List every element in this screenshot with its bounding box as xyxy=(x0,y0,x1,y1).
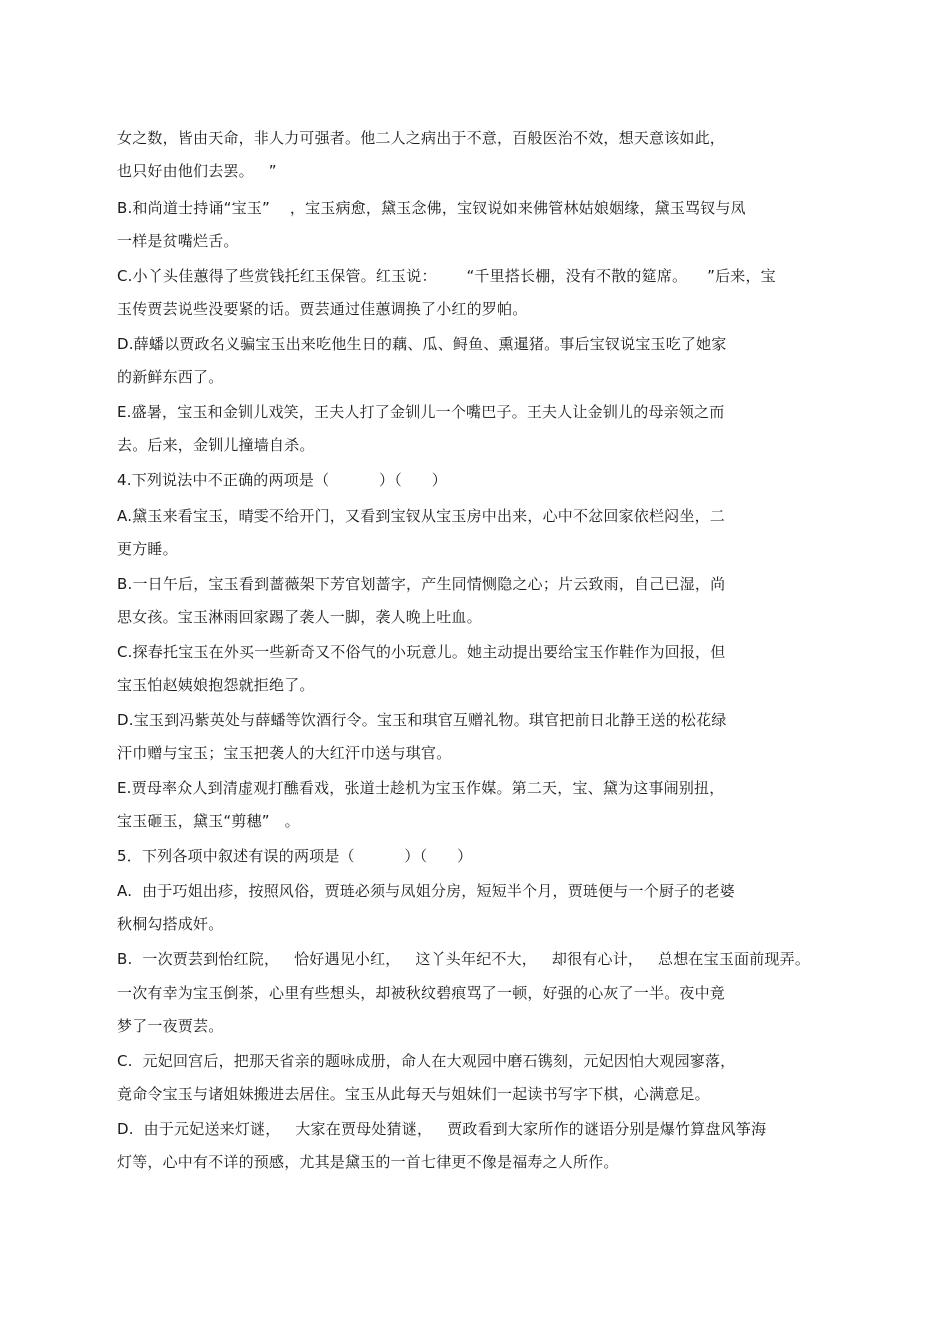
text-line: 灯等，心中有不详的预感，尤其是黛玉的一首七律更不像是福寿之人所作。 xyxy=(117,1153,619,1171)
text-line: 宝玉砸玉，黛玉“剪穗” 。 xyxy=(117,812,300,830)
text-line: 也只好由他们去罢。 ” xyxy=(117,162,277,180)
question-5-heading: 5．下列各项中叙述有误的两项是（ ）（ ） xyxy=(117,847,473,865)
option-b-line: B. 一次贾芸到怡红院， 恰好遇见小红， 这丫头年纪不大， 却很有心计， 总想在宝玉面前现弄。 xyxy=(117,950,811,968)
text-line: 竟命令宝玉与诸姐妹搬进去居住。宝玉从此每天与姐妹们一起读书写字下棋，心满意足。 xyxy=(117,1085,710,1103)
option-c-line: C.小丫头佳蕙得了些赏钱托红玉保管。红玉说： “千里搭长棚，没有不散的筵席。 ”后来，宝 xyxy=(117,267,776,285)
text-line: 思女孩。宝玉淋雨回家踢了袭人一脚，袭人晚上吐血。 xyxy=(117,608,482,626)
option-c-line: C. 元妃回宫后，把那天省亲的题咏成册，命人在大观园中磨石镌刻，元妃因怕大观园寥落， xyxy=(117,1052,736,1070)
text-line: 女之数，皆由天命，非人力可强者。他二人之病出于不意，百般医治不效，想天意该如此， xyxy=(117,129,726,147)
text-line: 宝玉怕赵姨娘抱怨就拒绝了。 xyxy=(117,676,315,694)
text-line: 更方睡。 xyxy=(117,540,178,558)
option-e-line: E.贾母率众人到清虚观打醮看戏，张道士趁机为宝玉作媒。第二天，宝、黛为这事闹别扭， xyxy=(117,779,725,797)
text-line: 玉传贾芸说些没要紧的话。贾芸通过佳蕙调换了小红的罗帕。 xyxy=(117,300,528,318)
text-line: 汗巾赠与宝玉；宝玉把袭人的大红汗巾送与琪官。 xyxy=(117,744,452,762)
text-line: 的新鲜东西了。 xyxy=(117,368,224,386)
option-d-line: D.宝玉到冯紫英处与薛蟠等饮酒行令。宝玉和琪官互赠礼物。琪官把前日北静王送的松花绿 xyxy=(117,711,727,729)
option-c-line: C.探春托宝玉在外买一些新奇又不俗气的小玩意儿。她主动提出要给宝玉作鞋作为回报，但 xyxy=(117,643,726,661)
option-a-line: A. 由于巧姐出疹，按照风俗，贾琏必须与凤姐分房，短短半个月，贾琏便与一个厨子的老婆 xyxy=(117,882,735,900)
text-line: 秋桐勾搭成奸。 xyxy=(117,915,224,933)
text-line: 去。后来，金钏儿撞墙自杀。 xyxy=(117,436,315,454)
option-a-line: A.黛玉来看宝玉，晴雯不给开门，又看到宝钗从宝玉房中出来，心中不忿回家依栏闷坐，二 xyxy=(117,507,725,525)
option-b-line: B.一日午后，宝玉看到蔷薇架下芳官划蔷字，产生同情恻隐之心；片云致雨，自己已湿，尚 xyxy=(117,575,726,593)
text-line: 梦了一夜贾芸。 xyxy=(117,1017,224,1035)
question-4-heading: 4.下列说法中不正确的两项是（ ）（ ） xyxy=(117,471,447,489)
option-d-line: D. 由于元妃送来灯谜， 大家在贾母处猜谜， 贾政看到大家所作的谜语分别是爆竹算盘风筝海 xyxy=(117,1120,767,1138)
option-b-line: B.和尚道士持诵“宝玉” ，宝玉病愈，黛玉念佛，宝钗说如来佛管林姑娘姻缘，黛玉骂钗与凤 xyxy=(117,199,746,217)
text-line: 一次有幸为宝玉倒茶，心里有些想头，却被秋纹碧痕骂了一顿，好强的心灰了一半。夜中竟 xyxy=(117,984,726,1002)
text-line: 一样是贫嘴烂舌。 xyxy=(117,232,239,250)
option-e-line: E.盛暑，宝玉和金钏儿戏笑，王夫人打了金钏儿一个嘴巴子。王夫人让金钏儿的母亲领之而 xyxy=(117,403,725,421)
option-d-line: D.薛蟠以贾政名义骗宝玉出来吃他生日的藕、瓜、鲟鱼、熏暹猪。事后宝钗说宝玉吃了她家 xyxy=(117,335,727,353)
